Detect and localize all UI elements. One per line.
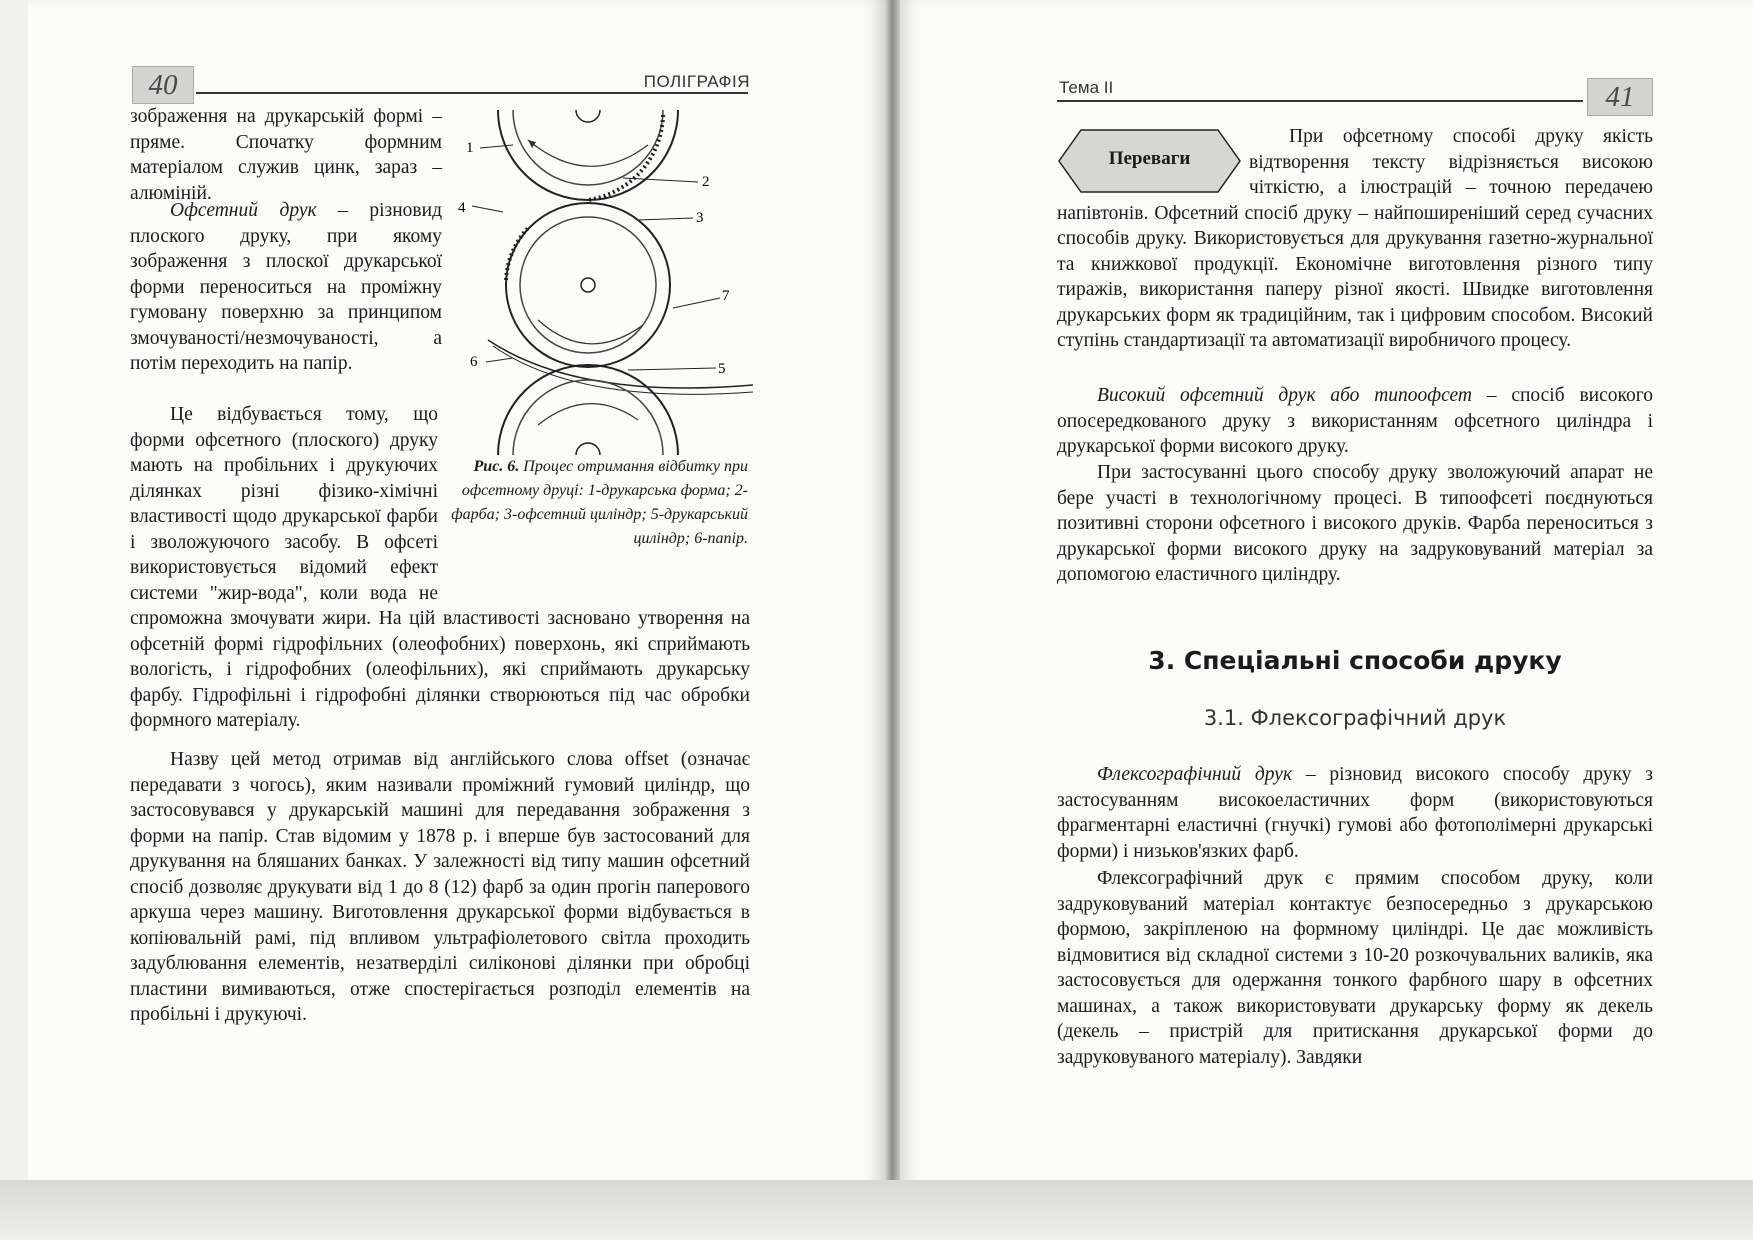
ink-layer [588,115,663,200]
plate-cylinder [498,110,678,200]
label-6: 6 [470,354,478,370]
typooffset-definition-paragraph: Високий офсетний друк або типоофсет – спосіб високого опосередкованого друку з використанням офсетного циліндра і друкарської форми високого друку. [1057,385,1653,457]
label-1: 1 [466,140,474,156]
rotation-arrow-top [528,140,648,166]
arrow-head-top [528,140,536,148]
header-rule [1057,100,1583,102]
label-7: 7 [722,288,730,304]
flexo-term: Флексографічний друк [1097,764,1293,785]
header-rule [196,92,748,94]
left-page [28,0,888,1190]
leader-2 [623,178,698,182]
section-title: 3. Спеціальні способи друку [1148,646,1562,675]
offset-term: Офсетний друк [170,200,317,221]
badge-float-spacer [1057,124,1249,200]
leader-7 [673,298,720,308]
offset-cylinders-diagram [458,100,758,460]
leader-6 [486,358,513,362]
typooffset-term: Високий офсетний друк або типоофсет [1097,385,1472,406]
book-gutter [886,0,900,1240]
scan-bottom-edge [0,1180,1753,1240]
running-label: Тема ІІ [1059,78,1114,97]
leader-1 [480,145,513,148]
intro-paragraph: зображення на друкарській формі – пряме. Спочатку формним матеріалом служив цинк, зараз – алюміній. [130,106,442,204]
right-page [897,0,1753,1190]
label-5: 5 [718,361,726,377]
advantages-paragraph-wrap [1057,124,1653,354]
figure-caption: Рис. 6. Процес отримання відбитку при офсетному друці: 1-друкарська форма; 2-фарба; 3-офсетний циліндр; 5-друкарський циліндр; 6-папір. [451,458,748,547]
offset-cylinder-axis [581,278,595,292]
figure-caption-title: Рис. 6. [473,458,520,475]
history-paragraph: Назву цей метод отримав від англійського слова offset (означає передавати з чогось), яким називали проміжний гумовий циліндр, що застосовувався у друкарській машині для передавання зображення з форми на папір. Став відомим у 1878 р. і вперше був застосований для друкування на бляшаних банках. У залежності від типу машин офсетний спосіб дозволяє друкувати від 1 до 8 (12) фарб за один прогін паперового аркуша через машину. Виготовлення друкарської форми відбувається в копіювальній рамі, під впливом ультрафіолетового світла проходить задублювання елементів, незатверділі силіконові ділянки при обробці пластини вимиваються, отже спостерігається розподіл елементів на пробільні і друкуючі. [130,749,750,1025]
plate-notch [576,110,600,122]
page-number: 40 [132,66,194,104]
reason-paragraph: Це відбувається тому, що форми офсетного (плоского) друку мають на пробільних і друкуючих ділянках різні фізико-хімічні властивості щодо друкарської фарби і зволожуючого засобу. В офсеті використовується відомий ефект системи "жир-вода", коли вода не спроможна змочувати жири. На цій властивості засновано утворення на офсетній формі гідрофільних (олеофобних) поверхонь, які сприймають вологість, і гідрофобних (олеофільних), які сприймають друкарську фарбу. Гідрофільні і гідрофобні ділянки створюються під час обробки формного матеріалу. [130,404,750,731]
leader-5 [628,368,716,370]
flexo-paragraph: Флексографічний друк є прямим способом друку, коли задруковуваний матеріал контактує безпосередньо з друкарською формою, закріпленою на формному циліндрі. Це дає можливість відмовитися від складної системи з 10-20 розкочувальних валиків, яка застосовується для одержання тонкого фарбного шару в офсетних машинах, а також використовувати друкарську форму як декель (декель – пристрій для притискання друкарської форми до задруковуваного матеріалу). Завдяки [1057,868,1653,1068]
typooffset-paragraph: При застосуванні цього способу друку зволожуючий апарат не бере участі в технологічному процесі. В типоофсеті поєднуються позитивні сторони офсетного і високого друків. Фарба переноситься з друкарської форми високого друку на задруковуваний матеріал за допомогою еластичного циліндру. [1057,462,1653,585]
page-number: 41 [1587,78,1653,116]
impression-notch [576,443,600,455]
label-4: 4 [458,200,466,216]
advantages-badge-label: Переваги [1108,148,1191,169]
label-3: 3 [696,210,704,226]
subsection-title: 3.1. Флексографічний друк [1203,706,1507,730]
advantages-paragraph: При офсетному способі друку якість відтворення тексту відрізняється високою чіткістю, а ілюстрацій – точною передачею напівтонів. Офсетний спосіб друку – найпоширеніший серед сучасних способів друку. Використовується для друкування газетно-журнальної та книжкової продукції. Економічне виготовлення різного типу тиражів, використання паперу різної якості. Швидке виготовлення друкарських форм як традиційним, так і цифровим способом. Високий ступінь стандартизації та автоматизації виробничого процесу. [1057,126,1653,351]
offset-definition-paragraph: Офсетний друк – різновид плоского друку, при якому зображення з плоскої друкарської форми переноситься на проміжну гумовану поверхню за принципом змочуваності/незмочуваності, а потім переходить на папір. [130,200,442,374]
label-2: 2 [702,174,710,190]
flexo-definition-paragraph: Флексографічний друк – різновид високого способу друку з застосуванням високоеластичних форм (використовуються фрагментарні еластичні (гнучкі) гумові або фотополімерні друкарські форми) і низьков'язких фарб. [1057,764,1654,862]
blanket-ink [506,228,528,280]
offset-cylinder [506,203,670,367]
running-title: ПОЛІГРАФІЯ [643,72,750,91]
offset-cylinder-inner [520,217,656,353]
leader-4 [472,206,503,212]
leader-3 [638,218,693,220]
paper-sheet [488,340,753,388]
rotation-arrow-bottom [538,404,638,425]
